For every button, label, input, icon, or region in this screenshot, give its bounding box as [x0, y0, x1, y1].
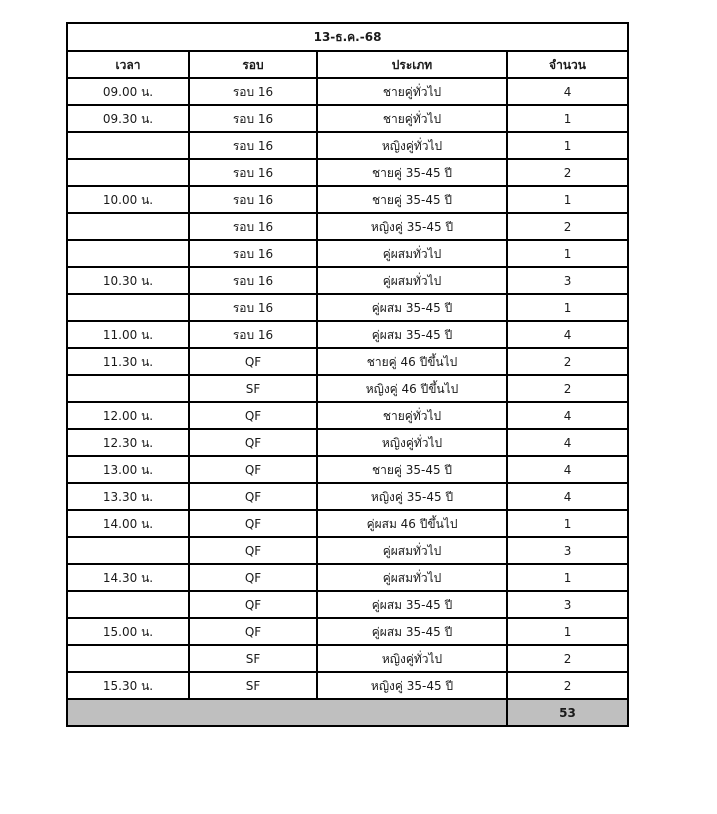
table-row: [67, 456, 628, 483]
table-row: [67, 348, 628, 375]
time-cell: [67, 645, 189, 672]
count-cell: 4: [507, 483, 628, 510]
time-cell: 09.30 น.: [67, 105, 189, 132]
round-cell: QF: [189, 591, 317, 618]
round-cell: QF: [189, 348, 317, 375]
round-cell: รอบ 16: [189, 240, 317, 267]
round-cell: QF: [189, 537, 317, 564]
total-label-cell: [67, 699, 507, 726]
time-cell: 10.00 น.: [67, 186, 189, 213]
count-cell: 2: [507, 159, 628, 186]
round-cell: SF: [189, 645, 317, 672]
round-cell: QF: [189, 456, 317, 483]
column-header-count: จำนวน: [507, 51, 628, 78]
schedule-table: [66, 22, 629, 727]
total-count: 53: [507, 699, 628, 726]
count-cell: 4: [507, 456, 628, 483]
type-cell: คู่ผสม 35-45 ปี: [317, 321, 507, 348]
type-cell: ชายคู่ทั่วไป: [317, 402, 507, 429]
table-row: [67, 186, 628, 213]
table-row: [67, 537, 628, 564]
time-cell: 09.00 น.: [67, 78, 189, 105]
count-cell: 4: [507, 402, 628, 429]
count-cell: 4: [507, 321, 628, 348]
round-cell: รอบ 16: [189, 294, 317, 321]
type-cell: คู่ผสม 35-45 ปี: [317, 618, 507, 645]
column-header-round: รอบ: [189, 51, 317, 78]
type-cell: หญิงคู่ทั่วไป: [317, 429, 507, 456]
round-cell: QF: [189, 402, 317, 429]
type-cell: คู่ผสม 35-45 ปี: [317, 294, 507, 321]
table-row: [67, 105, 628, 132]
round-cell: รอบ 16: [189, 105, 317, 132]
round-cell: QF: [189, 510, 317, 537]
time-cell: [67, 159, 189, 186]
table-row: [67, 240, 628, 267]
time-cell: 11.30 น.: [67, 348, 189, 375]
time-cell: [67, 537, 189, 564]
table-row: [67, 375, 628, 402]
table-row: [67, 483, 628, 510]
time-cell: 10.30 น.: [67, 267, 189, 294]
table-row: [67, 645, 628, 672]
round-cell: QF: [189, 483, 317, 510]
round-cell: รอบ 16: [189, 132, 317, 159]
count-cell: 2: [507, 645, 628, 672]
time-cell: [67, 240, 189, 267]
type-cell: ชายคู่ 46 ปีขึ้นไป: [317, 348, 507, 375]
table-row: [67, 294, 628, 321]
table-row: [67, 267, 628, 294]
count-cell: 1: [507, 510, 628, 537]
time-cell: 14.00 น.: [67, 510, 189, 537]
table-body: [67, 78, 628, 699]
time-cell: [67, 132, 189, 159]
count-cell: 1: [507, 186, 628, 213]
total-row: [67, 699, 628, 726]
time-cell: 12.30 น.: [67, 429, 189, 456]
round-cell: รอบ 16: [189, 267, 317, 294]
table-row: [67, 321, 628, 348]
count-cell: 1: [507, 564, 628, 591]
count-cell: 4: [507, 78, 628, 105]
time-cell: [67, 213, 189, 240]
column-header-row: [67, 51, 628, 78]
table-row: [67, 132, 628, 159]
count-cell: 3: [507, 537, 628, 564]
count-cell: 2: [507, 375, 628, 402]
type-cell: ชายคู่ 35-45 ปี: [317, 186, 507, 213]
count-cell: 2: [507, 348, 628, 375]
table-row: [67, 591, 628, 618]
type-cell: คู่ผสมทั่วไป: [317, 240, 507, 267]
count-cell: 2: [507, 672, 628, 699]
type-cell: คู่ผสม 35-45 ปี: [317, 591, 507, 618]
count-cell: 4: [507, 429, 628, 456]
date-title: 13-ธ.ค.-68: [67, 23, 628, 51]
type-cell: หญิงคู่ 35-45 ปี: [317, 483, 507, 510]
type-cell: หญิงคู่ 46 ปีขึ้นไป: [317, 375, 507, 402]
time-cell: 14.30 น.: [67, 564, 189, 591]
type-cell: คู่ผสมทั่วไป: [317, 537, 507, 564]
table-row: [67, 672, 628, 699]
time-cell: [67, 591, 189, 618]
count-cell: 2: [507, 213, 628, 240]
table-row: [67, 429, 628, 456]
column-header-type: ประเภท: [317, 51, 507, 78]
table-row: [67, 564, 628, 591]
count-cell: 1: [507, 294, 628, 321]
column-header-time: เวลา: [67, 51, 189, 78]
time-cell: 15.30 น.: [67, 672, 189, 699]
type-cell: ชายคู่ 35-45 ปี: [317, 456, 507, 483]
round-cell: QF: [189, 564, 317, 591]
type-cell: หญิงคู่ 35-45 ปี: [317, 213, 507, 240]
count-cell: 1: [507, 132, 628, 159]
table-row: [67, 78, 628, 105]
time-cell: 13.00 น.: [67, 456, 189, 483]
table-row: [67, 213, 628, 240]
title-row: [67, 23, 628, 51]
type-cell: หญิงคู่ 35-45 ปี: [317, 672, 507, 699]
type-cell: ชายคู่ทั่วไป: [317, 105, 507, 132]
time-cell: 12.00 น.: [67, 402, 189, 429]
count-cell: 3: [507, 267, 628, 294]
time-cell: 13.30 น.: [67, 483, 189, 510]
round-cell: รอบ 16: [189, 213, 317, 240]
type-cell: หญิงคู่ทั่วไป: [317, 645, 507, 672]
table-row: [67, 510, 628, 537]
round-cell: รอบ 16: [189, 159, 317, 186]
type-cell: คู่ผสม 46 ปีขึ้นไป: [317, 510, 507, 537]
type-cell: คู่ผสมทั่วไป: [317, 267, 507, 294]
table-row: [67, 159, 628, 186]
time-cell: [67, 375, 189, 402]
round-cell: SF: [189, 375, 317, 402]
round-cell: รอบ 16: [189, 186, 317, 213]
time-cell: [67, 294, 189, 321]
round-cell: QF: [189, 429, 317, 456]
round-cell: SF: [189, 672, 317, 699]
type-cell: ชายคู่ทั่วไป: [317, 78, 507, 105]
round-cell: รอบ 16: [189, 78, 317, 105]
round-cell: QF: [189, 618, 317, 645]
round-cell: รอบ 16: [189, 321, 317, 348]
type-cell: หญิงคู่ทั่วไป: [317, 132, 507, 159]
count-cell: 3: [507, 591, 628, 618]
type-cell: ชายคู่ 35-45 ปี: [317, 159, 507, 186]
type-cell: คู่ผสมทั่วไป: [317, 564, 507, 591]
count-cell: 1: [507, 240, 628, 267]
count-cell: 1: [507, 105, 628, 132]
table-row: [67, 402, 628, 429]
time-cell: 15.00 น.: [67, 618, 189, 645]
time-cell: 11.00 น.: [67, 321, 189, 348]
count-cell: 1: [507, 618, 628, 645]
table-row: [67, 618, 628, 645]
